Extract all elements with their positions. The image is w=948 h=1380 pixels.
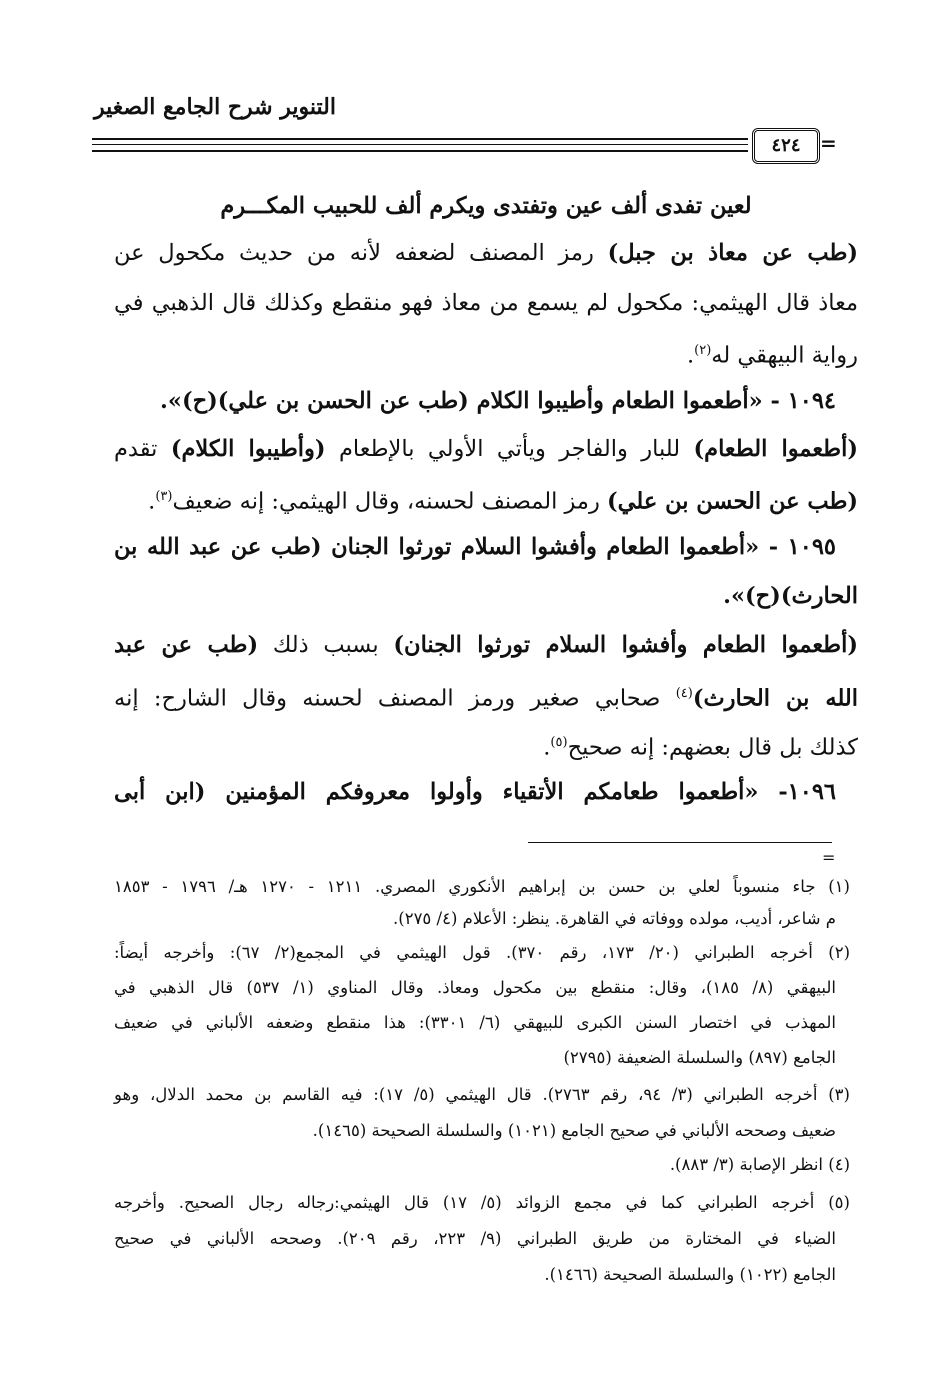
footnote-ref-4[interactable]: (٤): [675, 686, 693, 701]
header-rule-bottom: [92, 150, 748, 152]
body-line-6: [114, 629, 858, 661]
poem-verse: لعين تفدى ألف عين وتفتدى ويكرم ألف للحبيب المكـــرم: [220, 193, 752, 219]
page-number: ٤٢٤: [752, 128, 820, 164]
source-citation: (طب عن معاذ بن جبل): [607, 240, 858, 266]
footnote-5-line-1: (٥) أخرجه الطبراني كما في مجمع الزوائد (٥/ ١٧) قال الهيثمي:رجاله رجال الصحيح. وأخرجه: [114, 1193, 850, 1212]
header-rule-top: [92, 138, 748, 140]
footnote-5-line-2: الضياء في المختارة من طريق الطبراني (٩/ ٢٢٣، رقم ٢٠٩). وصححه الألباني في صحيح: [114, 1229, 836, 1248]
body-text: بسبب ذلك: [258, 632, 394, 658]
footnote-1-line-1: (١) جاء منسوباً لعلي بن حسن بن إبراهيم الأنكوري المصري. ١٢١١ - ١٢٧٠ هـ/ ١٧٩٦ - ١٨٥٣: [114, 877, 850, 896]
footnote-separator: [528, 842, 832, 843]
source-citation: (طب عن عبد: [114, 632, 259, 658]
header-continuation-marker: =: [820, 131, 837, 155]
source-citation: الله بن الحارث): [692, 685, 858, 712]
footnote-1-line-2: م شاعر، أديب، مولده ووفاته في القاهرة. ينظر: الأعلام (٤/ ٢٧٥).: [393, 909, 836, 928]
body-punct: .: [543, 734, 551, 761]
footnote-2-line-2: البيهقي (٨/ ١٨٥)، وقال: منقطع بين مكحول ومعاذ. وقال المناوي (١/ ٥٣٧) قال الذهبي في: [114, 978, 836, 997]
footnote-2-line-1: (٢) أخرجه الطبراني (٢٠/ ١٧٣، رقم ٣٧٠). قول الهيثمي في المجمع(٢/ ٦٧): وأخرجه أيضاً:: [114, 943, 851, 962]
quoted-phrase: (أطعموا الطعام): [693, 436, 858, 462]
body-line-8: [114, 727, 858, 764]
body-text: للبار والفاجر ويأتي الأولي بالإطعام: [325, 436, 694, 462]
footnote-3-line-2: ضعيف وصححه الألباني في صحيح الجامع (١٠٢١) والسلسلة الصحيحة (١٤٦٥).: [312, 1121, 836, 1140]
body-line-3: [114, 335, 858, 372]
footnote-2-line-3: المهذب في اختصار السنن الكبرى للبيهقي (٦/ ٣٣٠١): هذا منقطع وضعفه الألباني في ضعيف: [114, 1013, 836, 1032]
quoted-phrase: (أطعموا الطعام وأفشوا السلام تورثوا الجنان): [393, 632, 858, 658]
body-line-5: [114, 481, 858, 518]
footnote-3-line-1: (٣) أخرجه الطبراني (٣/ ٩٤، رقم ٢٧٦٣). قال الهيثمي (٥/ ١٧): فيه القاسم بن محمد الدلال، وهو: [114, 1085, 850, 1104]
body-text: رواية البيهقي له: [711, 342, 858, 369]
body-text: كذلك بل قال بعضهم: إنه صحيح: [567, 734, 858, 761]
running-header-title: التنوير شرح الجامع الصغير: [94, 94, 336, 120]
footnote-4: (٤) انظر الإصابة (٣/ ٨٨٣).: [669, 1155, 850, 1174]
quoted-phrase: (وأطيبوا الكلام): [170, 436, 326, 462]
hadith-heading-1095-line2: الحارث)(ح)».: [723, 583, 858, 609]
body-text: رمز المصنف لضعفه لأنه من حديث مكحول عن: [114, 240, 608, 266]
hadith-heading-1094: ١٠٩٤ - «أطعموا الطعام وأطيبوا الكلام (طب عن الحسن بن علي)(ح)».: [160, 388, 836, 414]
body-text: تقدم: [114, 436, 171, 462]
footnote-ref-5[interactable]: (٥): [550, 735, 568, 750]
footnote-continuation-marker: =: [822, 848, 836, 867]
header-rule-middle: [92, 144, 748, 145]
footnote-5-line-3: الجامع (١٠٢٢) والسلسلة الصحيحة (١٤٦٦).: [544, 1265, 836, 1284]
footnote-ref-2[interactable]: (٢): [694, 343, 712, 358]
hadith-heading-1096: ١٠٩٦- «أطعموا طعامكم الأتقياء وأولوا معروفكم المؤمنين (ابن أبى: [114, 779, 836, 805]
body-line-4: [114, 433, 858, 465]
body-text: رمز المصنف لحسنه، وقال الهيثمي: إنه ضعيف: [172, 488, 607, 515]
body-punct: .: [148, 488, 156, 515]
source-citation: (طب عن الحسن بن علي): [606, 488, 858, 515]
footnote-ref-3[interactable]: (٣): [155, 489, 173, 504]
footnote-2-line-4: الجامع (٨٩٧) والسلسلة الضعيفة (٢٧٩٥): [563, 1048, 836, 1067]
hadith-heading-1095-line1: ١٠٩٥ - «أطعموا الطعام وأفشوا السلام تورثوا الجنان (طب عن عبد الله بن: [114, 534, 836, 560]
body-line-2: معاذ قال الهيثمي: مكحول لم يسمع من معاذ فهو منقطع وكذلك قال الذهبي في: [114, 290, 858, 316]
body-line-1: [114, 237, 858, 269]
body-punct: .: [686, 342, 695, 369]
body-line-7: [114, 678, 858, 715]
body-text: صحابي صغير ورمز المصنف لحسنه وقال الشارح: إنه: [114, 685, 676, 712]
